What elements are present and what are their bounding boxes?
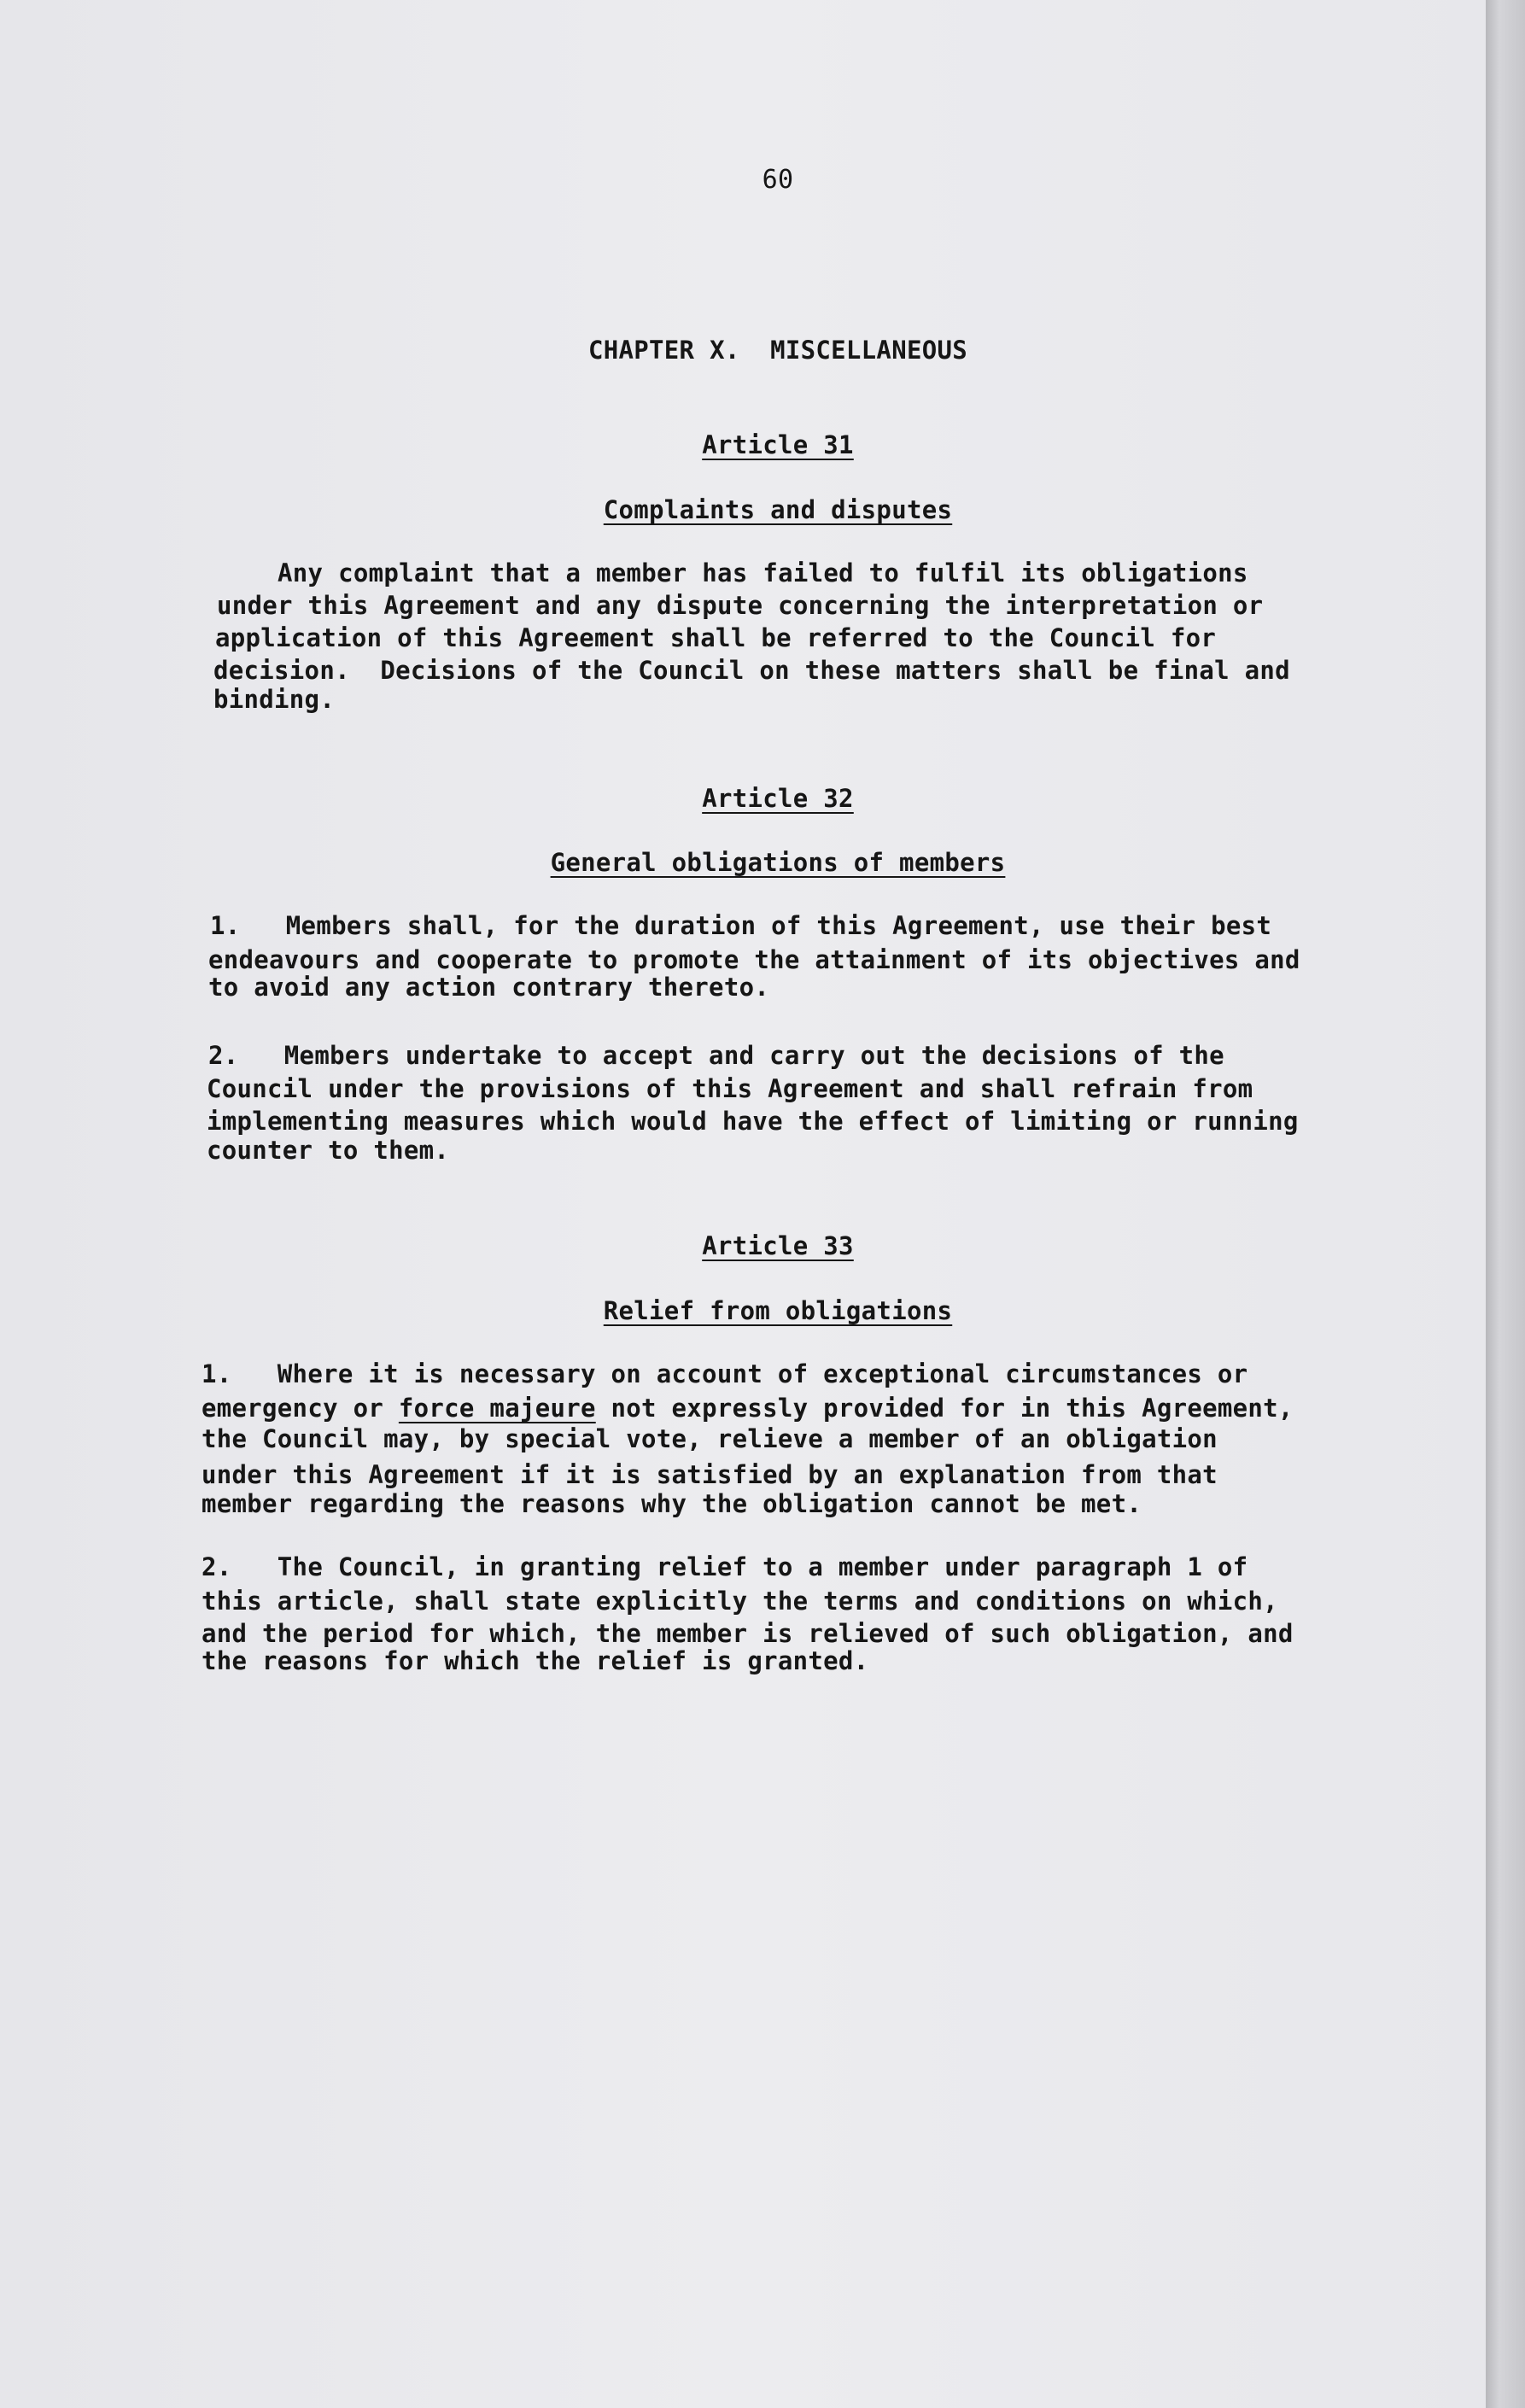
article-31-title: Complaints and disputes <box>603 495 953 524</box>
text-line: Council under the provisions of this Agreement and shall refrain from <box>207 1074 1253 1103</box>
text-line: and the period for which, the member is relieved of such obligation, and <box>202 1619 1294 1648</box>
text-line: 2. The Council, in granting relief to a member under paragraph 1 of <box>202 1552 1248 1581</box>
text-line: the Council may, by special vote, relieve a member of an obligation <box>202 1424 1218 1453</box>
article-31-heading: Article 31 <box>702 430 854 459</box>
text-line: implementing measures which would have the effect of limiting or running <box>207 1107 1299 1136</box>
force-majeure-underlined: force majeure <box>398 1394 596 1423</box>
text-line: 2. Members undertake to accept and carry out the decisions of the <box>208 1041 1224 1070</box>
text-line: 1. Where it is necessary on account of exceptional circumstances or <box>202 1359 1248 1388</box>
text-line: decision. Decisions of the Council on these matters shall be final and <box>213 656 1290 685</box>
text-line: Any complaint that a member has failed to fulfil its obligations <box>217 558 1248 587</box>
article-33-heading: Article 33 <box>702 1231 854 1260</box>
text-line: 1. Members shall, for the duration of this Agreement, use their best <box>210 911 1272 940</box>
text-line: member regarding the reasons why the obligation cannot be met. <box>202 1489 1142 1518</box>
text-line: counter to them. <box>207 1136 450 1165</box>
text-line: to avoid any action contrary thereto. <box>208 973 770 1002</box>
text-line: under this Agreement and any dispute concerning the interpretation or <box>217 591 1264 620</box>
text-line: emergency or force majeure not expressly provided for in this Agreement, <box>202 1394 1294 1423</box>
text-line: this article, shall state explicitly the terms and conditions on which, <box>202 1587 1278 1616</box>
page-number: 60 <box>762 165 794 195</box>
text-line: under this Agreement if it is satisfied by an explanation from that <box>202 1460 1218 1489</box>
text-line: the reasons for which the relief is granted. <box>202 1646 869 1675</box>
article-32-heading: Article 32 <box>702 784 854 813</box>
article-33-title: Relief from obligations <box>603 1296 953 1325</box>
chapter-heading: CHAPTER X. MISCELLANEOUS <box>588 336 967 365</box>
text-line: application of this Agreement shall be referred to the Council for <box>215 623 1217 652</box>
text-line: binding. <box>213 685 336 714</box>
text-line: endeavours and cooperate to promote the attainment of its objectives and <box>208 945 1300 974</box>
article-32-title: General obligations of members <box>550 848 1006 877</box>
